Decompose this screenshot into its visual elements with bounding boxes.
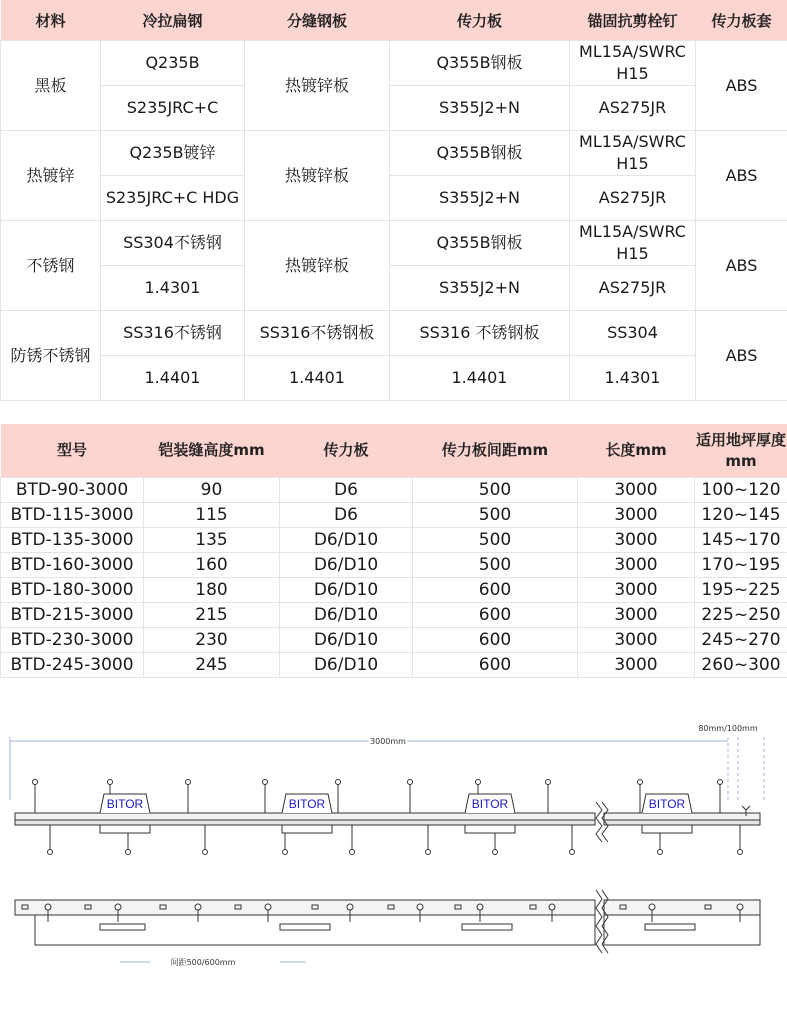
spec-header-row bbox=[1, 424, 787, 478]
height-cell: 90 bbox=[144, 478, 280, 503]
material-cell: 黑板 bbox=[1, 41, 101, 131]
length-cell: 3000 bbox=[578, 528, 695, 553]
height-cell: 215 bbox=[144, 603, 280, 628]
header-dowel: 传力板 bbox=[280, 424, 413, 478]
joint-plate-cell: 热镀锌板 bbox=[245, 221, 390, 311]
stud-head bbox=[33, 780, 38, 785]
height-cell: 160 bbox=[144, 553, 280, 578]
spacing-cell: 500 bbox=[413, 503, 578, 528]
flat-steel-cell: 1.4401 bbox=[101, 356, 245, 401]
length-cell: 3000 bbox=[578, 603, 695, 628]
joint-diagram bbox=[0, 710, 787, 980]
stud-head bbox=[263, 780, 268, 785]
bolt-hole bbox=[737, 904, 743, 910]
stud-head bbox=[493, 850, 498, 855]
material-cell: 防锈不锈钢 bbox=[1, 311, 101, 401]
brand-label: BITOR bbox=[288, 797, 326, 811]
thickness-cell: 145~170 bbox=[695, 528, 787, 553]
dowel-plate-cell: S355J2+N bbox=[390, 176, 570, 221]
dowel-plate-cell: SS316 不锈钢板 bbox=[390, 311, 570, 356]
anchor-stud-cell: ML15A/SWRC H15 bbox=[570, 131, 696, 176]
flat-steel-cell: Q235B bbox=[101, 41, 245, 86]
table-row bbox=[1, 578, 787, 603]
anchor-stud-cell: AS275JR bbox=[570, 176, 696, 221]
break-mark bbox=[602, 890, 608, 953]
spacing-cell: 500 bbox=[413, 478, 578, 503]
model-cell: BTD-180-3000 bbox=[1, 578, 144, 603]
spacing-cell: 500 bbox=[413, 553, 578, 578]
stud-head bbox=[203, 850, 208, 855]
height-cell: 135 bbox=[144, 528, 280, 553]
dowel-plate-cell: Q355B钢板 bbox=[390, 221, 570, 266]
stud-head bbox=[408, 780, 413, 785]
dowel-plate bbox=[282, 825, 332, 833]
dowel-plate bbox=[100, 825, 150, 833]
stud-head bbox=[718, 780, 723, 785]
table-row bbox=[1, 628, 787, 653]
flat-steel-cell: SS304不锈钢 bbox=[101, 221, 245, 266]
bolt-hole bbox=[477, 904, 483, 910]
dowel-cell: D6/D10 bbox=[280, 628, 413, 653]
bolt-hole bbox=[195, 904, 201, 910]
table-row bbox=[1, 356, 787, 401]
thickness-cell: 245~270 bbox=[695, 628, 787, 653]
length-cell: 3000 bbox=[578, 553, 695, 578]
material-header-row bbox=[1, 0, 787, 41]
dowel-plate-cell: Q355B钢板 bbox=[390, 41, 570, 86]
dowel-cell: D6/D10 bbox=[280, 553, 413, 578]
height-cell: 180 bbox=[144, 578, 280, 603]
joint-plate-cell: 热镀锌板 bbox=[245, 131, 390, 221]
stud-head bbox=[126, 850, 131, 855]
thickness-cell: 100~120 bbox=[695, 478, 787, 503]
length-label: 3000mm bbox=[370, 737, 406, 746]
stud-head bbox=[336, 780, 341, 785]
joint-side-view bbox=[15, 890, 760, 953]
table-row bbox=[1, 503, 787, 528]
joint-plate-cell: SS316不锈钢板 bbox=[245, 311, 390, 356]
bolt-hole bbox=[649, 904, 655, 910]
steel-bar-top bbox=[15, 813, 595, 820]
joint-top-view bbox=[15, 780, 760, 855]
joint-plate-cell: 热镀锌板 bbox=[245, 41, 390, 131]
model-cell: BTD-245-3000 bbox=[1, 653, 144, 678]
anchor-stud-cell: ML15A/SWRC H15 bbox=[570, 41, 696, 86]
brand-label: BITOR bbox=[648, 797, 686, 811]
stud-head bbox=[48, 850, 53, 855]
length-cell: 3000 bbox=[578, 578, 695, 603]
table-row bbox=[1, 221, 787, 266]
joint-plate-cell: 1.4401 bbox=[245, 356, 390, 401]
sleeve-cell: ABS bbox=[696, 221, 787, 311]
steel-bar-top-end bbox=[604, 813, 760, 820]
sleeve-cell: ABS bbox=[696, 311, 787, 401]
header-joint-plate: 分缝钢板 bbox=[245, 0, 390, 41]
table-row bbox=[1, 176, 787, 221]
table-row bbox=[1, 131, 787, 176]
bolt-hole bbox=[115, 904, 121, 910]
material-cell: 热镀锌 bbox=[1, 131, 101, 221]
flat-steel-cell: S235JRC+C HDG bbox=[101, 176, 245, 221]
model-cell: BTD-90-3000 bbox=[1, 478, 144, 503]
model-cell: BTD-230-3000 bbox=[1, 628, 144, 653]
dowel-plate bbox=[465, 825, 515, 833]
dowel-side bbox=[462, 924, 512, 930]
dowel-plate bbox=[642, 825, 692, 833]
bolt-hole bbox=[265, 904, 271, 910]
header-joint-height: 铠装缝高度mm bbox=[144, 424, 280, 478]
model-cell: BTD-115-3000 bbox=[1, 503, 144, 528]
flat-steel-cell: SS316不锈钢 bbox=[101, 311, 245, 356]
dowel-plate-cell: Q355B钢板 bbox=[390, 131, 570, 176]
stud-head bbox=[658, 850, 663, 855]
spacing-label: 间距500/600mm bbox=[170, 958, 236, 967]
header-model: 型号 bbox=[1, 424, 144, 478]
header-material: 材料 bbox=[1, 0, 101, 41]
length-cell: 3000 bbox=[578, 653, 695, 678]
header-dowel-plate: 传力板 bbox=[390, 0, 570, 41]
table-row bbox=[1, 86, 787, 131]
stud-head bbox=[350, 850, 355, 855]
length-cell: 3000 bbox=[578, 478, 695, 503]
bolt-hole bbox=[417, 904, 423, 910]
brand-label: BITOR bbox=[471, 797, 509, 811]
dowel-cell: D6/D10 bbox=[280, 653, 413, 678]
model-cell: BTD-160-3000 bbox=[1, 553, 144, 578]
dowel-cell: D6/D10 bbox=[280, 528, 413, 553]
height-cell: 115 bbox=[144, 503, 280, 528]
flat-steel-cell: S235JRC+C bbox=[101, 86, 245, 131]
steel-bar-bottom bbox=[15, 820, 595, 825]
dowel-cell: D6/D10 bbox=[280, 578, 413, 603]
dowel-plate-cell: 1.4401 bbox=[390, 356, 570, 401]
bolt-hole bbox=[347, 904, 353, 910]
model-cell: BTD-215-3000 bbox=[1, 603, 144, 628]
sleeve-cell: ABS bbox=[696, 41, 787, 131]
stud-head bbox=[570, 850, 575, 855]
dowel-plate-cell: S355J2+N bbox=[390, 86, 570, 131]
stud-head bbox=[283, 850, 288, 855]
stud-head bbox=[108, 780, 113, 785]
anchor-stud-cell: SS304 bbox=[570, 311, 696, 356]
table-row bbox=[1, 553, 787, 578]
dowel-side bbox=[280, 924, 330, 930]
flat-steel-cell: 1.4301 bbox=[101, 266, 245, 311]
length-cell: 3000 bbox=[578, 503, 695, 528]
dowel-side bbox=[645, 924, 695, 930]
thickness-cell: 225~250 bbox=[695, 603, 787, 628]
anchor-stud-cell: 1.4301 bbox=[570, 356, 696, 401]
spacing-cell: 600 bbox=[413, 603, 578, 628]
thickness-cell: 170~195 bbox=[695, 553, 787, 578]
table-row bbox=[1, 603, 787, 628]
break-mark bbox=[596, 890, 602, 953]
spec-body bbox=[1, 478, 787, 678]
bolt-hole bbox=[549, 904, 555, 910]
table-row bbox=[1, 528, 787, 553]
header-anchor-stud: 锚固抗剪栓钉 bbox=[570, 0, 696, 41]
dowel-plate-cell: S355J2+N bbox=[390, 266, 570, 311]
height-cell: 245 bbox=[144, 653, 280, 678]
flat-steel-cell: Q235B镀锌 bbox=[101, 131, 245, 176]
header-length: 长度mm bbox=[578, 424, 695, 478]
length-cell: 3000 bbox=[578, 628, 695, 653]
steel-bar-bottom-end bbox=[604, 820, 760, 825]
header-sleeve: 传力板套 bbox=[696, 0, 787, 41]
table-row bbox=[1, 653, 787, 678]
dowel-cell: D6 bbox=[280, 503, 413, 528]
spacing-cell: 600 bbox=[413, 628, 578, 653]
brand-label: BITOR bbox=[106, 797, 144, 811]
table-row bbox=[1, 266, 787, 311]
spacing-cell: 500 bbox=[413, 528, 578, 553]
dowel-cell: D6 bbox=[280, 478, 413, 503]
header-flat-steel: 冷拉扁钢 bbox=[101, 0, 245, 41]
stud-head bbox=[426, 850, 431, 855]
header-slab-thickness: 适用地坪厚度mm bbox=[695, 424, 787, 478]
break-mark bbox=[596, 802, 602, 842]
stud-head bbox=[638, 780, 643, 785]
stud-head bbox=[738, 850, 743, 855]
edge-label: 80mm/100mm bbox=[698, 724, 758, 733]
anchor-stud-cell: ML15A/SWRC H15 bbox=[570, 221, 696, 266]
stud-head bbox=[186, 780, 191, 785]
sleeve-cell: ABS bbox=[696, 131, 787, 221]
dowel-side bbox=[100, 924, 145, 930]
thickness-cell: 120~145 bbox=[695, 503, 787, 528]
table-row bbox=[1, 478, 787, 503]
dowel-cell: D6/D10 bbox=[280, 603, 413, 628]
thickness-cell: 260~300 bbox=[695, 653, 787, 678]
anchor-stud-cell: AS275JR bbox=[570, 266, 696, 311]
table-row bbox=[1, 41, 787, 86]
model-cell: BTD-135-3000 bbox=[1, 528, 144, 553]
anchor-stud-cell: AS275JR bbox=[570, 86, 696, 131]
material-table bbox=[0, 0, 787, 401]
stud-head bbox=[546, 780, 551, 785]
spec-table bbox=[0, 424, 787, 678]
brand-labels bbox=[107, 797, 686, 811]
bolt-hole bbox=[45, 904, 51, 910]
table-row bbox=[1, 311, 787, 356]
thickness-cell: 195~225 bbox=[695, 578, 787, 603]
side-bar bbox=[15, 900, 595, 915]
header-dowel-spacing: 传力板间距mm bbox=[413, 424, 578, 478]
spacing-cell: 600 bbox=[413, 653, 578, 678]
material-cell: 不锈钢 bbox=[1, 221, 101, 311]
spacing-cell: 600 bbox=[413, 578, 578, 603]
height-cell: 230 bbox=[144, 628, 280, 653]
stud-head bbox=[476, 780, 481, 785]
